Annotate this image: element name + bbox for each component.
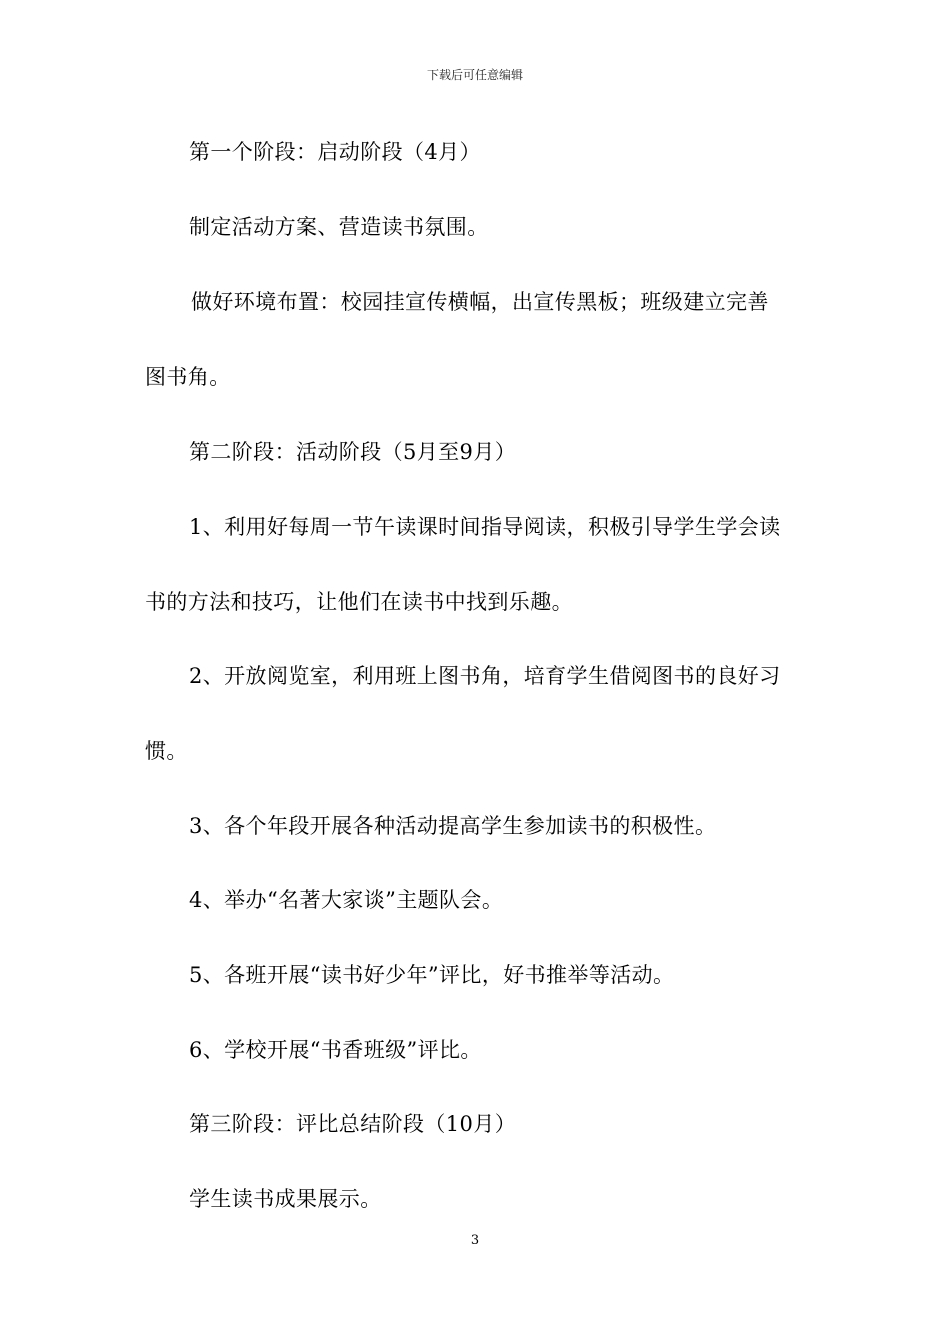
header-note: 下载后可任意编辑 — [426, 68, 523, 82]
stage1-item: 制定活动方案、营造读书氛围。 — [189, 215, 489, 239]
stage3-item: 学生读书成果展示。 — [189, 1187, 382, 1211]
stage1-detail-line2: 图书角。 — [145, 365, 231, 389]
item2-line2: 惯。 — [145, 739, 188, 763]
item1-line1: 1、利用好每周一节午读课时间指导阅读，积极引导学生学会读 — [189, 515, 781, 539]
item2-line1: 2、开放阅览室，利用班上图书角，培育学生借阅图书的良好习 — [189, 664, 781, 688]
item3: 3、各个年段开展各种活动提高学生参加读书的积极性。 — [189, 814, 717, 838]
item4: 4、举办“名著大家谈”主题队会。 — [189, 888, 504, 912]
item5: 5、各班开展“读书好少年”评比，好书推举等活动。 — [189, 963, 675, 987]
item6: 6、学校开展“书香班级”评比。 — [189, 1038, 482, 1062]
item1-line2: 书的方法和技巧，让他们在读书中找到乐趣。 — [145, 590, 573, 614]
stage1-detail-line1: 做好环境布置：校园挂宣传横幅，出宣传黑板；班级建立完善 — [191, 290, 769, 314]
stage1-heading: 第一个阶段：启动阶段（4月） — [189, 140, 481, 164]
stage2-heading: 第二阶段：活动阶段（5月至9月） — [189, 440, 517, 464]
stage3-heading: 第三阶段：评比总结阶段（10月） — [189, 1112, 517, 1136]
page-number: 3 — [470, 1233, 480, 1248]
